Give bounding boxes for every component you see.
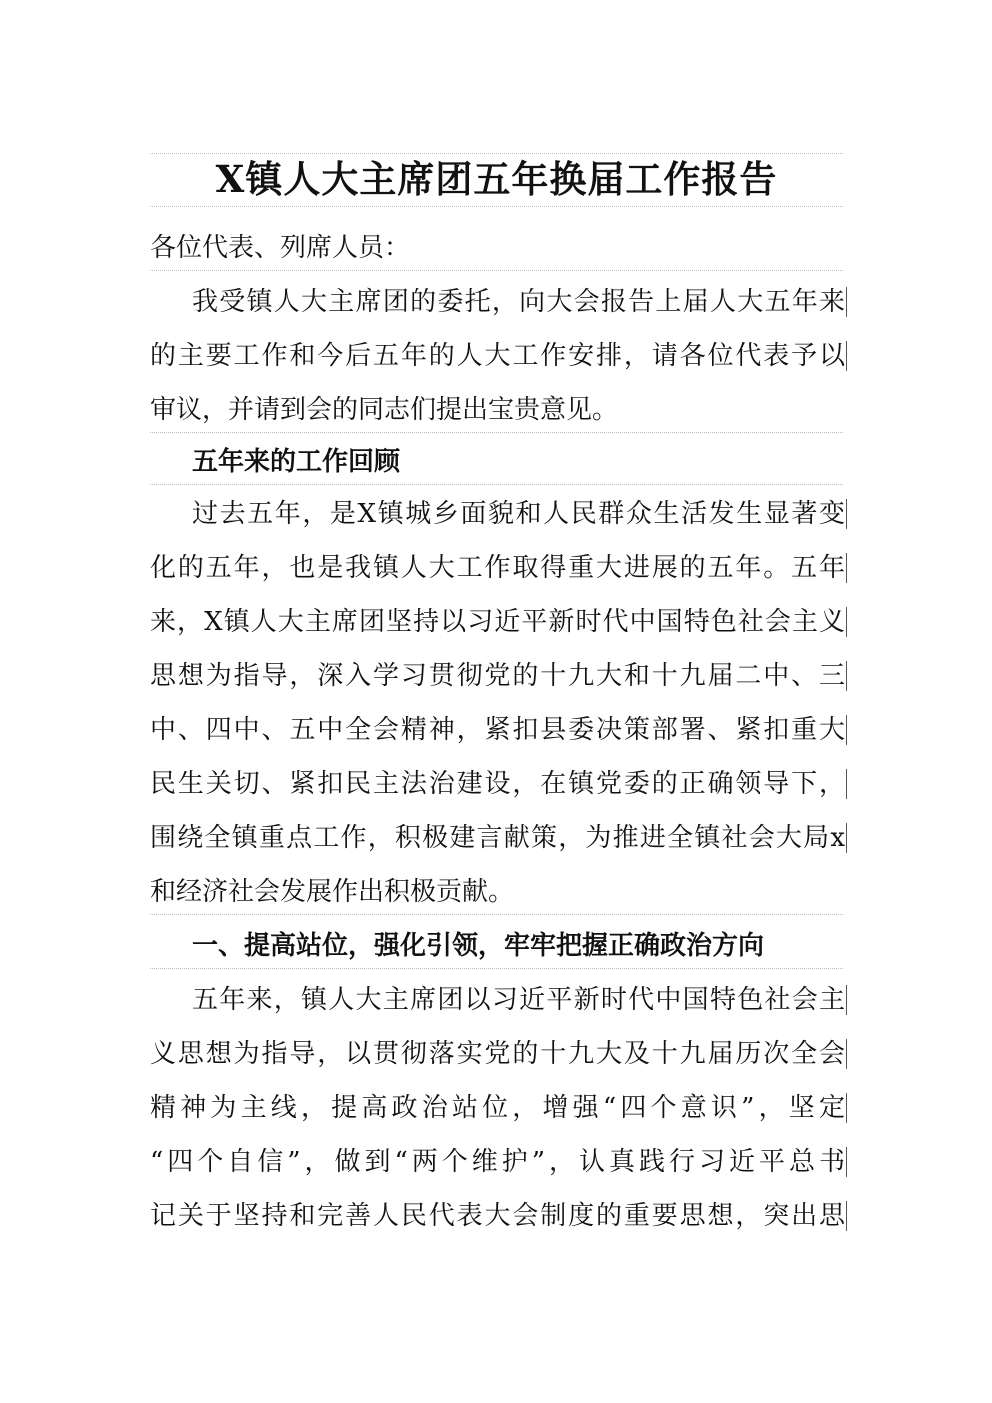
document-title: X镇人大主席团五年换届工作报告 (215, 157, 778, 201)
paragraph-line: 和经济社会发展作出积极贡献。 (150, 877, 515, 907)
divider (150, 432, 843, 433)
margin-mark (846, 1201, 847, 1231)
margin-mark (846, 607, 847, 637)
greeting: 各位代表、列席人员： (150, 233, 411, 263)
margin-mark (846, 823, 847, 853)
paragraph-line: “四个自信”，做到“两个维护”，认真践行习近平总书 (150, 1147, 845, 1177)
margin-mark (846, 1147, 847, 1177)
paragraph-line: 的主要工作和今后五年的人大工作安排，请各位代表予以 (150, 341, 845, 371)
margin-mark (846, 1039, 847, 1069)
section-heading: 五年来的工作回顾 (192, 447, 401, 477)
margin-mark (846, 553, 847, 583)
paragraph-line: 五年来，镇人大主席团以习近平新时代中国特色社会主 (192, 985, 845, 1015)
margin-mark (846, 1093, 847, 1123)
paragraph-line: 中、四中、五中全会精神，紧扣县委决策部署、紧扣重大 (150, 715, 845, 745)
paragraph-line: 义思想为指导，以贯彻落实党的十九大及十九届历次全会 (150, 1039, 845, 1069)
paragraph-line: 民生关切、紧扣民主法治建设，在镇党委的正确领导下， (150, 769, 845, 799)
divider (150, 914, 843, 915)
paragraph-line: 我受镇人大主席团的委托，向大会报告上届人大五年来 (192, 287, 845, 317)
margin-mark (846, 715, 847, 745)
margin-mark (846, 985, 847, 1015)
margin-mark (846, 769, 847, 799)
margin-mark (846, 499, 847, 529)
margin-mark (846, 287, 847, 317)
margin-mark (846, 341, 847, 371)
divider (150, 206, 843, 207)
paragraph-line: 思想为指导，深入学习贯彻党的十九大和十九届二中、三 (150, 661, 845, 691)
paragraph-line: 过去五年，是X镇城乡面貌和人民群众生活发生显著变 (192, 499, 845, 529)
paragraph-line: 来，X镇人大主席团坚持以习近平新时代中国特色社会主义 (150, 607, 845, 637)
divider (150, 270, 843, 271)
paragraph-line: 记关于坚持和完善人民代表大会制度的重要思想，突出思 (150, 1201, 845, 1231)
paragraph-line: 化的五年，也是我镇人大工作取得重大进展的五年。五年 (150, 553, 845, 583)
divider (150, 968, 843, 969)
paragraph-line: 精神为主线，提高政治站位，增强“四个意识”，坚定 (150, 1093, 845, 1123)
margin-mark (846, 661, 847, 691)
paragraph-line: 审议，并请到会的同志们提出宝贵意见。 (150, 395, 619, 425)
divider (150, 484, 843, 485)
paragraph-line: 围绕全镇重点工作，积极建言献策，为推进全镇社会大局x (150, 823, 845, 853)
section-heading: 一、提高站位，强化引领，牢牢把握正确政治方向 (192, 931, 765, 961)
